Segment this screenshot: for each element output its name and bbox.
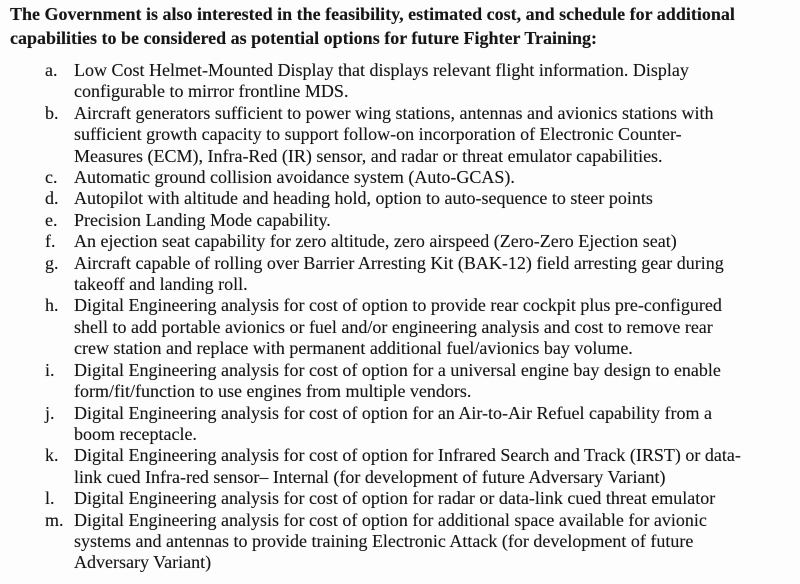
list-item-line: form/fit/function to use engines from multiple vendors.: [74, 381, 472, 402]
list-item-text: [74, 360, 721, 403]
list-item-line: Digital Engineering analysis for cost of option to provide rear cockpit plus pre-configured: [74, 295, 722, 316]
list-item-line: Digital Engineering analysis for cost of option for Infrared Search and Track (IRST) or data-: [74, 445, 741, 466]
list-item-line: Measures (ECM), Infra-Red (IR) sensor, and radar or threat emulator capabilities.: [74, 145, 663, 166]
list-item-line: takeoff and landing roll.: [74, 274, 248, 295]
list-item-letter: j.: [45, 402, 55, 423]
list-item: [10, 360, 790, 403]
list-item: [10, 295, 790, 359]
list-item: [10, 167, 790, 188]
list-item-letter: k.: [45, 445, 59, 466]
list-item-line: sufficient growth capacity to support follow-on incorporation of Electronic Counter-: [74, 124, 682, 145]
list-item-letter: g.: [45, 252, 59, 273]
list-item-line: shell to add portable avionics or fuel and/or engineering analysis and cost to remove rear: [74, 316, 713, 337]
list-item: [10, 60, 790, 103]
intro-paragraph-line: The Government is also interested in the feasibility, estimated cost, and schedule for additional: [10, 4, 735, 24]
intro-paragraph-line: capabilities to be considered as potential options for future Fighter Training:: [10, 28, 598, 48]
list-item-line: Digital Engineering analysis for cost of option for additional space available for avionic: [74, 509, 707, 530]
list-item-text: [74, 253, 724, 296]
list-item-letter: e.: [45, 209, 58, 230]
list-item-text: [74, 403, 712, 446]
list-item-text: [74, 488, 715, 509]
list-item-letter: i.: [45, 359, 55, 380]
intro-paragraph: [10, 2, 790, 50]
list-item-line: Automatic ground collision avoidance system (Auto-GCAS).: [74, 167, 515, 188]
list-item-text: [74, 295, 722, 359]
list-item-letter: c.: [45, 167, 58, 188]
list-item-line: crew station and replace with permanent additional fuel/avionics bay volume.: [74, 338, 633, 359]
list-item-text: [74, 167, 515, 188]
list-item: [10, 488, 790, 509]
list-item-letter: l.: [45, 488, 55, 509]
list-item-letter: h.: [45, 295, 59, 316]
list-item-line: Low Cost Helmet-Mounted Display that displays relevant flight information. Display: [74, 60, 689, 80]
list-item-line: Digital Engineering analysis for cost of option for radar or data-link cued threat emulator: [74, 488, 716, 509]
list-item-text: [74, 231, 677, 252]
list-item-text: [74, 60, 689, 103]
list-item-text: [74, 510, 707, 574]
list-item-line: Digital Engineering analysis for cost of option for a universal engine bay design to enable: [74, 359, 721, 380]
list-item-line: Precision Landing Mode capability.: [74, 209, 331, 230]
list-item-line: Autopilot with altitude and heading hold, option to auto-sequence to steer points: [74, 188, 653, 209]
list-item-line: systems and antennas to provide training Electronic Attack (for development of future: [74, 530, 694, 551]
options-list: [10, 60, 790, 574]
list-item: [10, 210, 790, 231]
list-item-line: Aircraft capable of rolling over Barrier Arresting Kit (BAK-12) field arresting gear during: [74, 252, 724, 273]
list-item: [10, 445, 790, 488]
list-item-letter: m.: [45, 509, 64, 530]
list-item-letter: f.: [45, 231, 56, 252]
list-item-line: Adversary Variant): [74, 552, 212, 573]
list-item: [10, 103, 790, 167]
list-item: [10, 403, 790, 446]
list-item-text: [74, 210, 331, 231]
list-item-text: [74, 103, 714, 167]
list-item-line: An ejection seat capability for zero altitude, zero airspeed (Zero-Zero Ejection seat): [74, 231, 677, 252]
list-item-letter: d.: [45, 188, 59, 209]
list-item-text: [74, 445, 741, 488]
list-item-text: [74, 188, 653, 209]
list-item-line: Digital Engineering analysis for cost of option for an Air-to-Air Refuel capability from a: [74, 402, 712, 423]
list-item: [10, 188, 790, 209]
list-item-line: configurable to mirror frontline MDS.: [74, 81, 349, 102]
list-item-letter: a.: [45, 60, 58, 80]
list-item-line: Aircraft generators sufficient to power wing stations, antennas and avionics stations with: [74, 102, 714, 123]
list-item: [10, 510, 790, 574]
list-item-letter: b.: [45, 102, 59, 123]
list-item: [10, 253, 790, 296]
list-item-line: boom receptacle.: [74, 423, 197, 444]
list-item-line: link cued Infra-red sensor– Internal (for development of future Adversary Variant): [74, 466, 666, 487]
list-item: [10, 231, 790, 252]
